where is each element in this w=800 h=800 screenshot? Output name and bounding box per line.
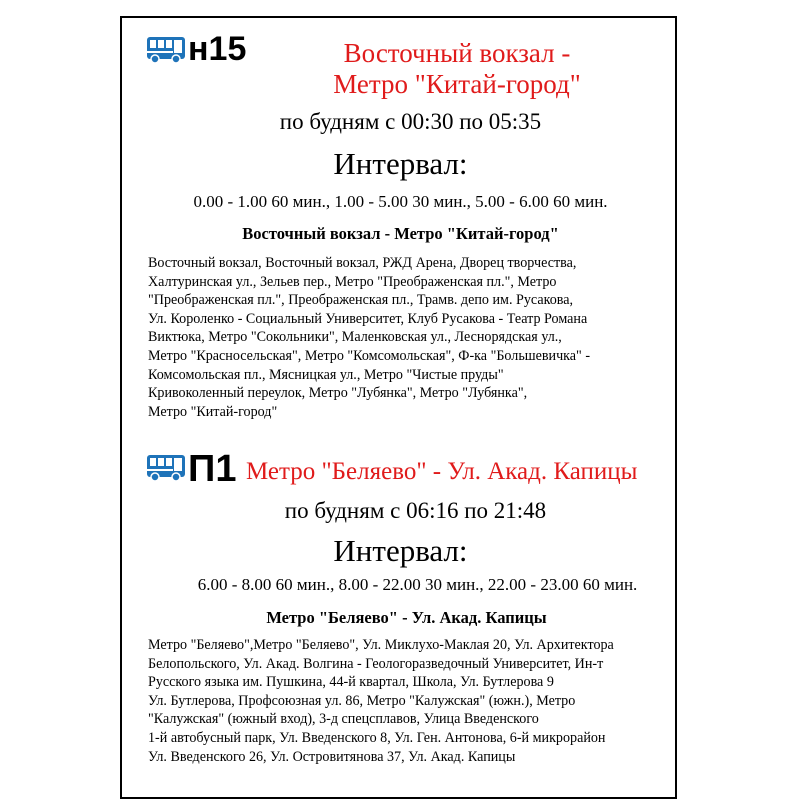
bus-icon — [147, 455, 185, 481]
route-number: н15 — [188, 30, 247, 68]
route-destination: Метро "Беляево" - Ул. Акад. Капицы — [246, 458, 638, 485]
stops-title: Восточный вокзал - Метро "Китай-город" — [242, 224, 559, 243]
schedule-text: по будням с 00:30 по 05:35 — [279, 109, 542, 134]
route-destination — [272, 38, 642, 99]
stops-list: Метро "Беляево",Метро "Беляево", Ул. Миклухо-Маклая 20, Ул. Архитектора Белопольского, Ул. Акад. Волгина - Геологоразведочный Университет, Ин-т Русского языка им. Пушкина, 44-й квартал, Школа, Ул. Бутлерова 9 Ул. Бутлерова, Профсоюзная ул. 86, Метро "Калужская" (южн.), Метро "Калужская" (южный вход), 3-д спецсплавов, Улица Введенского 1-й автобусный парк, Ул. Введенского 8, Ул. Ген. Антонова, 6-й микрорайон Ул. Введенского 26, Ул. Островитянова 37, Ул. Акад. Капицы — [148, 637, 614, 765]
stops-title: Метро "Беляево" - Ул. Акад. Капицы — [266, 608, 547, 627]
destination-line-2: Метро "Китай-город" — [333, 68, 581, 99]
schedule-text: по будням с 06:16 по 21:48 — [284, 498, 547, 523]
stops-list: Восточный вокзал, Восточный вокзал, РЖД Арена, Дворец творчества, Халтуринская ул., Зельев пер., Метро "Преображенская пл.", Метро "Преображенская пл.", Преображенская пл., Трамв. депо им. Русакова, Ул. Короленко - Социальный Университет, Клуб Русакова - Театр Романа Виктюка, Метро "Сокольники", Маленковская ул., Леснорядская ул., Метро "Красносельская", Метро "Комсомольская", Ф-ка "Большевичка" - Комсомольская пл., Мясницкая ул., Метро "Чистые пруды" Кривоколенный переулок, Метро "Лубянка", Метро "Лубянка", Метро "Китай-город" — [148, 255, 591, 420]
interval-text: 0.00 - 1.00 60 мин., 1.00 - 5.00 30 мин., 5.00 - 6.00 60 мин. — [193, 192, 608, 211]
interval-text: 6.00 - 8.00 60 мин., 8.00 - 22.00 30 мин., 22.00 - 23.00 60 мин. — [197, 575, 638, 594]
bus-icon — [147, 37, 185, 63]
destination-line-1: Восточный вокзал - — [343, 38, 571, 68]
interval-title: Интервал: — [333, 533, 468, 568]
interval-title: Интервал: — [333, 146, 468, 181]
route-number: П1 — [188, 448, 237, 490]
route-sign — [120, 16, 677, 799]
